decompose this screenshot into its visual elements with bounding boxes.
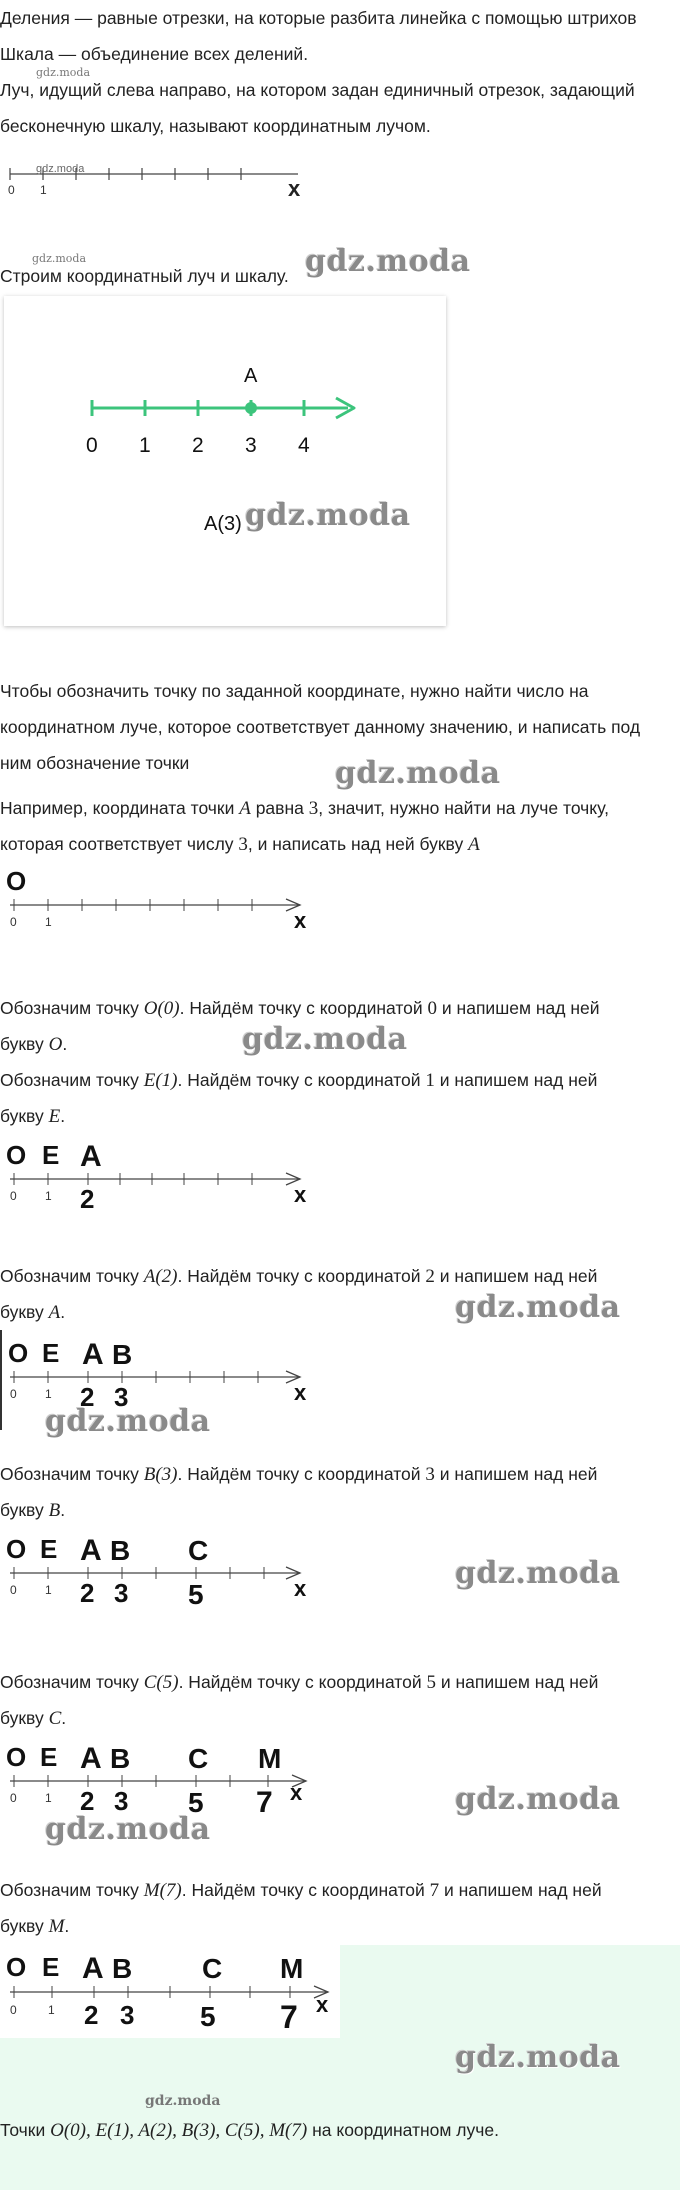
step-c-line-2: букву C.: [0, 1708, 67, 1729]
step-a-line-2: букву A.: [0, 1302, 66, 1323]
watermark: gdz.moda: [305, 244, 471, 279]
watermark-small: gdz.moda: [32, 252, 87, 265]
tick-label-one: 1: [45, 915, 52, 929]
hand-letter-a: A: [82, 1338, 104, 1371]
tick-label-zero: 0: [10, 1189, 17, 1203]
watermark: gdz.moda: [455, 1782, 621, 1817]
tick-label-zero: 0: [10, 2003, 17, 2017]
step-e-line-2: букву E.: [0, 1106, 66, 1127]
green-coordinate-ray: [4, 296, 446, 626]
rule-line-3: ним обозначение точки: [0, 753, 190, 773]
hand-number-3: 3: [114, 1578, 129, 1608]
final-sentence: Точки O(0), E(1), A(2), B(3), C(5), M(7) на координатном луче.: [0, 2120, 499, 2141]
step-m-line-2: букву M.: [0, 1916, 70, 1937]
axis-x-letter: x: [316, 1992, 329, 2017]
step-a-line-1: Обозначим точку A(2). Найдём точку с координатой 2 и напишем над ней: [0, 1266, 598, 1287]
axis-x-letter: x: [288, 176, 301, 201]
coordinate-ray-o: [0, 860, 340, 940]
intro-line-2: Шкала — объединение всех делений.: [0, 44, 309, 64]
hand-number-5: 5: [188, 1787, 204, 1818]
hand-letter-m: M: [280, 1953, 304, 1984]
tick-label-one: 1: [45, 1387, 52, 1401]
example-line-2: которая соответствует числу 3, и написать над ней букву A: [0, 834, 480, 855]
watermark: gdz.moda: [45, 1812, 211, 1847]
intro-line-3: Луч, идущий слева направо, на котором задан единичный отрезок, задающий: [0, 80, 635, 100]
green-tick-2: 2: [192, 434, 204, 457]
watermark: gdz.moda: [245, 498, 411, 533]
hand-letter-e: E: [42, 1338, 60, 1368]
watermark: gdz.moda: [455, 1290, 621, 1325]
hand-letter-o: O: [6, 1742, 27, 1772]
hand-letter-e: E: [40, 1742, 58, 1772]
hand-letter-b: B: [110, 1743, 131, 1774]
hand-letter-a: A: [82, 1952, 104, 1985]
hand-letter-c: C: [188, 1535, 209, 1566]
intro-line-1: Деления — равные отрезки, на которые разбита линейка с помощью штрихов: [0, 8, 637, 28]
tick-label-one: 1: [45, 1189, 52, 1203]
tick-label-zero: 0: [10, 1791, 17, 1805]
hand-letter-a: A: [80, 1534, 102, 1567]
watermark-small: gdz.moda: [36, 66, 91, 79]
build-text: Строим координатный луч и шкалу.: [0, 266, 289, 286]
hand-letter-a: A: [80, 1140, 102, 1173]
step-e-line-1: Обозначим точку E(1). Найдём точку с координатой 1 и напишем над ней: [0, 1070, 598, 1091]
hand-letter-e: E: [40, 1534, 58, 1564]
watermark-small: gdz.moda: [145, 2093, 221, 2109]
coordinate-ray-oea: [0, 1134, 340, 1224]
green-tick-0: 0: [86, 434, 98, 457]
watermark-small: gdz.moda: [36, 163, 85, 175]
hand-letter-e: E: [42, 1140, 60, 1170]
hand-letter-e: E: [42, 1952, 60, 1982]
green-tick-4: 4: [298, 434, 310, 457]
point-caption: A(3): [204, 513, 242, 535]
axis-x-letter: x: [294, 908, 307, 933]
step-m-line-1: Обозначим точку M(7). Найдём точку с координатой 7 и напишем над ней: [0, 1880, 602, 1901]
axis-x-letter: x: [294, 1182, 307, 1207]
watermark: gdz.moda: [455, 1556, 621, 1591]
hand-number-7: 7: [280, 1999, 298, 2035]
tick-label-zero: 0: [10, 1583, 17, 1597]
tick-label-one: 1: [45, 1791, 52, 1805]
hand-number-3: 3: [120, 2000, 135, 2030]
hand-number-3: 3: [114, 1786, 129, 1816]
hand-letter-b: B: [112, 1953, 133, 1984]
tick-label-zero: 0: [8, 183, 15, 197]
hand-number-7: 7: [256, 1786, 273, 1819]
hand-letter-o: O: [6, 866, 27, 896]
tick-label-zero: 0: [10, 1387, 17, 1401]
hand-number-2: 2: [80, 1382, 95, 1412]
hand-number-3: 3: [114, 1382, 129, 1412]
hand-number-2: 2: [84, 2000, 99, 2030]
coordinate-ray-final: [0, 1944, 340, 2038]
hand-letter-b: B: [112, 1339, 133, 1370]
coordinate-ray-card: [4, 296, 446, 626]
hand-letter-c: C: [188, 1743, 209, 1774]
step-o-line-1: Обозначим точку O(0). Найдём точку с координатой 0 и напишем над ней: [0, 998, 600, 1019]
axis-x-letter: x: [294, 1576, 307, 1601]
hand-letter-o: O: [6, 1952, 27, 1982]
tick-label-one: 1: [48, 2003, 55, 2017]
watermark: gdz.moda: [455, 2040, 621, 2075]
watermark: gdz.moda: [335, 756, 501, 791]
hand-letter-a: A: [80, 1742, 102, 1775]
hand-letter-o: O: [6, 1140, 27, 1170]
step-b-line-2: букву B.: [0, 1500, 66, 1521]
step-c-line-1: Обозначим точку C(5). Найдём точку с координатой 5 и напишем над ней: [0, 1672, 599, 1693]
green-tick-1: 1: [139, 434, 151, 457]
hand-letter-o: O: [8, 1338, 29, 1368]
rule-line-1: Чтобы обозначить точку по заданной координате, нужно найти число на: [0, 681, 589, 701]
hand-number-5: 5: [188, 1579, 204, 1610]
rule-line-2: координатном луче, которое соответствует данному значению, и написать под: [0, 717, 641, 737]
watermark: gdz.moda: [242, 1022, 408, 1057]
step-o-line-2: букву O.: [0, 1034, 68, 1055]
hand-letter-c: C: [202, 1953, 223, 1984]
hand-number-2: 2: [80, 1184, 95, 1214]
green-tick-3: 3: [245, 434, 257, 457]
hand-number-2: 2: [80, 1578, 95, 1608]
tick-label-one: 1: [45, 1583, 52, 1597]
tick-label-one: 1: [40, 183, 47, 197]
watermark: gdz.moda: [45, 1404, 211, 1439]
axis-x-letter: x: [290, 1780, 303, 1805]
hand-number-2: 2: [80, 1786, 95, 1816]
step-b-line-1: Обозначим точку B(3). Найдём точку с координатой 3 и напишем над ней: [0, 1464, 598, 1485]
hand-letter-m: M: [258, 1743, 282, 1774]
hand-number-5: 5: [200, 2001, 216, 2032]
intro-line-4: бесконечную шкалу, называют координатным лучом.: [0, 116, 431, 136]
hand-letter-b: B: [110, 1535, 131, 1566]
example-line-1: Например, координата точки A равна 3, значит, нужно найти на луче точку,: [0, 798, 610, 819]
axis-x-letter: x: [294, 1380, 307, 1405]
hand-letter-o: O: [6, 1534, 27, 1564]
tick-label-zero: 0: [10, 915, 17, 929]
point-a-label: A: [244, 365, 258, 387]
coordinate-ray-oeabc: [0, 1528, 340, 1618]
coordinate-ray-plain: [0, 152, 320, 202]
